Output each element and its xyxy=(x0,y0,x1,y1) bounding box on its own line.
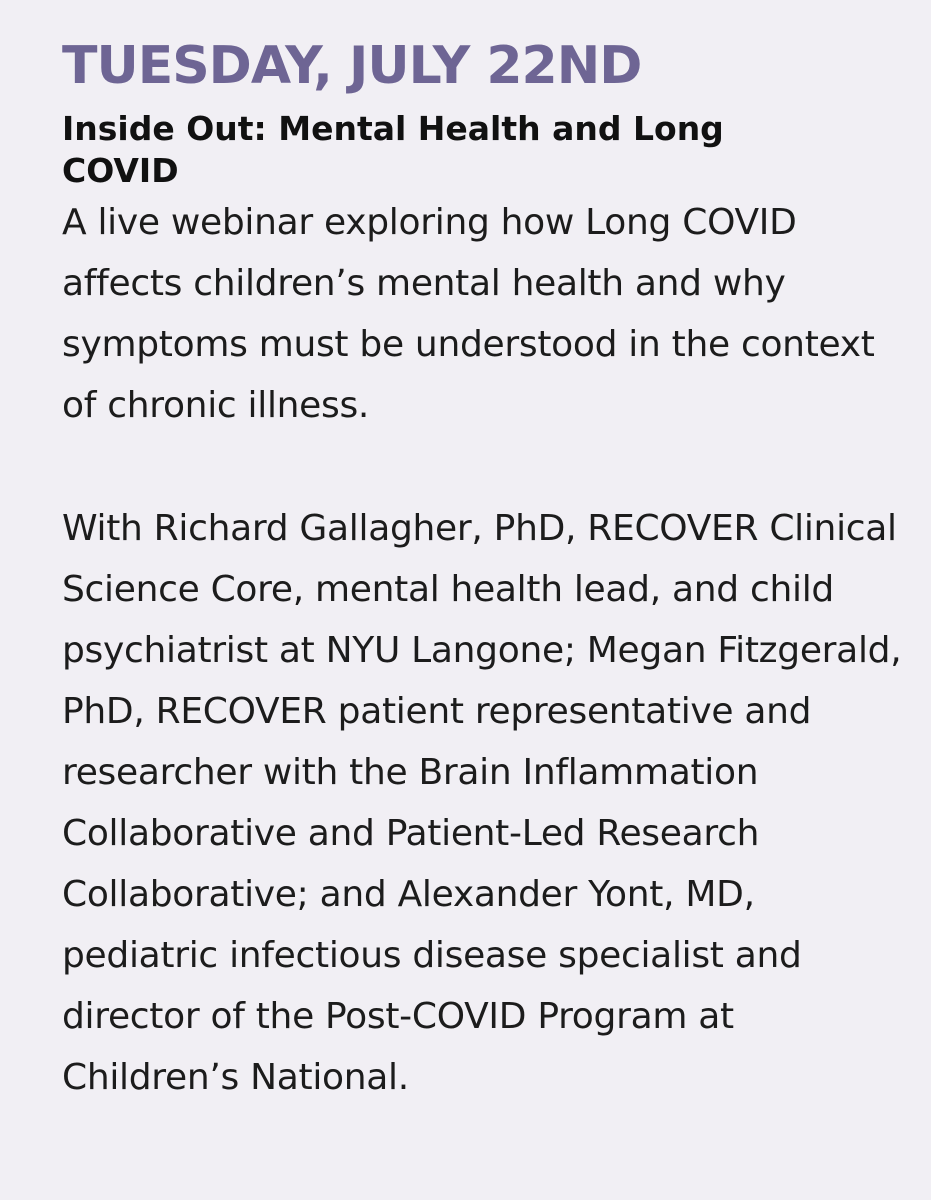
event-description: A live webinar exploring how Long COVID affects children’s mental health and why symptoms must be understood in the context of chronic illness. xyxy=(62,202,875,426)
date-heading: TUESDAY, JULY 22ND xyxy=(62,36,642,96)
event-speakers: With Richard Gallagher, PhD, RECOVER Clinical Science Core, mental health lead, and child psychiatrist at NYU Langone; Megan Fitzgerald, PhD, RECOVER patient representative and researcher with the Brain Inflammation Collaborative and Patient-Led Research Collaborative; and Alexander Yont, MD, pediatric infectious disease specialist and director of the Post-COVID Program at Children’s National. xyxy=(62,508,902,1098)
event-title: Inside Out: Mental Health and Long COVID xyxy=(62,109,724,190)
